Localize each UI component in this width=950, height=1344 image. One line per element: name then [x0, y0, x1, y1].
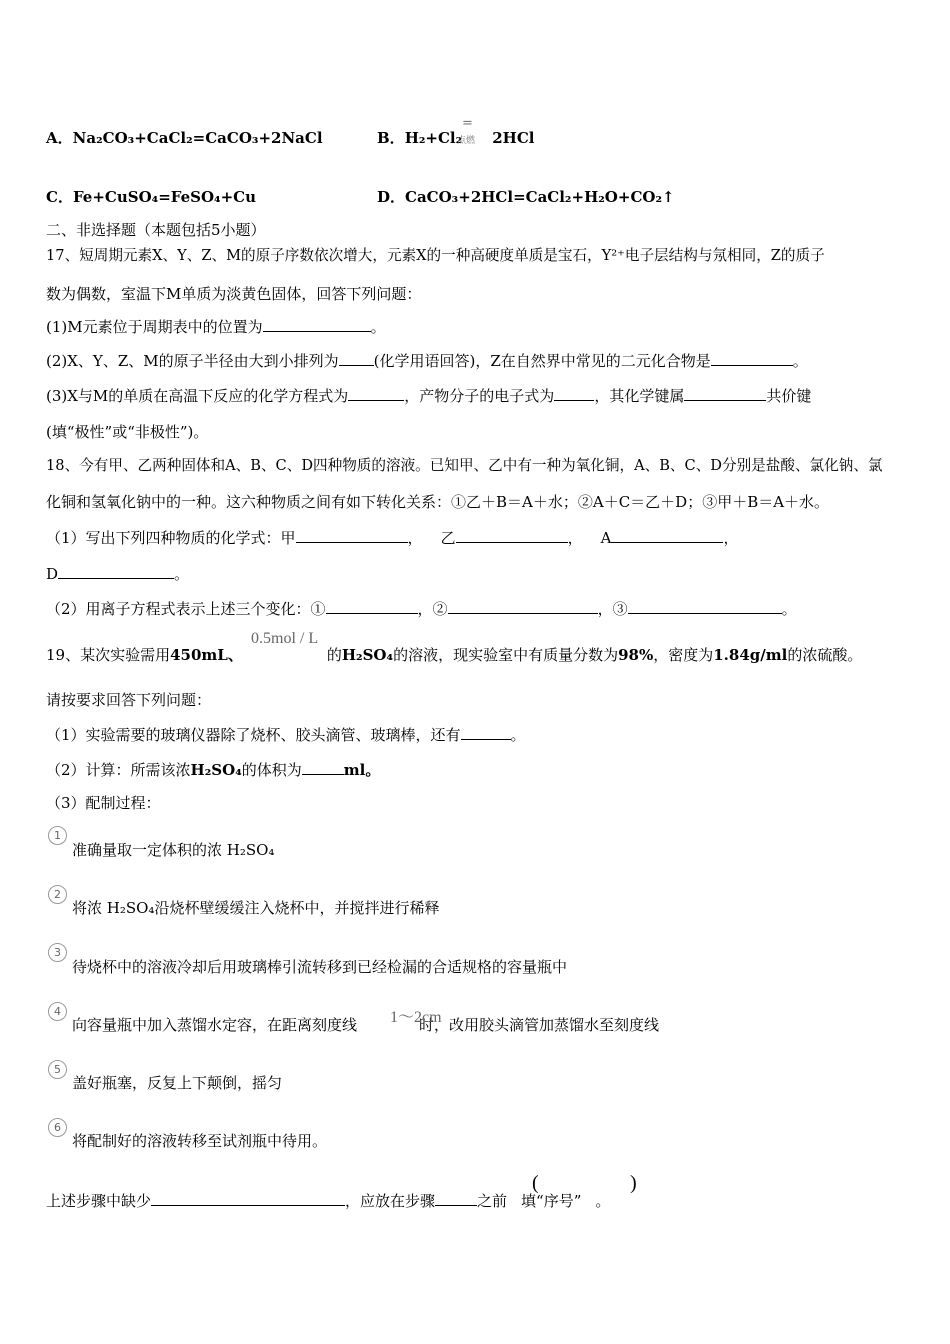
answer-blank[interactable]: [435, 1190, 477, 1206]
q17-part3: (3)X与M的单质在高温下反应的化学方程式为 ，产物分子的电子式为 ，其化学键属 共价键: [46, 387, 812, 405]
answer-blank[interactable]: [611, 527, 723, 543]
answer-blank[interactable]: [461, 724, 511, 740]
answer-blank[interactable]: [448, 598, 598, 614]
step-1-text: 准确量取一定体积的浓 H₂SO₄: [72, 841, 275, 859]
step-4-text: 向容量瓶中加入蒸馏水定容，在距离刻度线 时，改用胶头滴管加蒸馏水至刻度线: [72, 1016, 660, 1034]
answer-blank[interactable]: [348, 385, 404, 401]
answer-blank[interactable]: [711, 350, 793, 366]
answer-blank[interactable]: [628, 598, 782, 614]
answer-blank[interactable]: [326, 598, 418, 614]
step-2-text: 将浓 H₂SO₄沿烧杯壁缓缓注入烧杯中，并搅拌进行稀释: [72, 899, 440, 917]
right-paren: ): [630, 1172, 637, 1194]
q18-part2: （2）用离子方程式表示上述三个变化：① ，② ，③ 。: [46, 600, 797, 618]
option-d: D．CaCO₃+2HCl=CaCl₂+H₂O+CO₂↑: [377, 188, 675, 206]
answer-blank[interactable]: [263, 316, 371, 332]
q19-ask: 请按要求回答下列问题：: [46, 691, 212, 709]
option-a: A．Na₂CO₃+CaCl₂=CaCO₃+2NaCl: [46, 129, 323, 147]
step-5-text: 盖好瓶塞，反复上下颠倒，摇匀: [72, 1074, 283, 1092]
q17-line1: 17、短周期元素X、Y、Z、M的原子序数依次增大，元素X的一种高硬度单质是宝石，Y²⁺电子层结构与氖相同，Z的质子: [46, 247, 825, 264]
answer-blank[interactable]: [302, 759, 344, 775]
step-number-1: 1: [48, 826, 67, 845]
answer-blank[interactable]: [58, 563, 174, 579]
left-paren: (: [532, 1172, 539, 1194]
step-number-3: 3: [48, 943, 67, 962]
q17-line2: 数为偶数，室温下M单质为淡黄色固体，回答下列问题：: [46, 285, 422, 303]
step-number-4: 4: [48, 1002, 67, 1021]
q19-part2: （2）计算：所需该浓H₂SO₄的体积为 ml。: [46, 761, 381, 779]
step-number-2: 2: [48, 885, 67, 904]
answer-blank[interactable]: [456, 527, 568, 543]
section-title: 二、非选择题（本题包括5小题）: [46, 221, 266, 239]
q19-part1: （1）实验需要的玻璃仪器除了烧杯、胶头滴管、玻璃棒，还有 。: [46, 726, 526, 744]
answer-blank[interactable]: [554, 385, 594, 401]
q17-part2: (2)X、Y、Z、M的原子半径由大到小排列为 (化学用语回答)，Z在自然界中常见的二元化合物是 。: [46, 352, 808, 370]
step-3-text: 待烧杯中的溶液冷却后用玻璃棒引流转移到已经检漏的合适规格的容量瓶中: [72, 958, 568, 976]
answer-blank[interactable]: [684, 385, 766, 401]
distance-range: 1～2cm: [390, 1009, 442, 1026]
option-b: B．H₂+Cl₂ 2HCl: [377, 129, 535, 147]
q19-final: 上述步骤中缺少 ，应放在步骤 之前 填“序号” 。: [46, 1192, 611, 1210]
q18-line1: 18、今有甲、乙两种固体和A、B、C、D四种物质的溶液。已知甲、乙中有一种为氧化铜，A、B、C、D分别是盐酸、氯化钠、氯: [46, 457, 883, 474]
step-6-text: 将配制好的溶液转移至试剂瓶中待用。: [72, 1132, 328, 1150]
step-number-6: 6: [48, 1118, 67, 1137]
q18-part1: （1）写出下列四种物质的化学式：甲 ， 乙 ， A ，: [46, 529, 739, 547]
answer-blank[interactable]: [151, 1190, 345, 1206]
answer-blank[interactable]: [339, 350, 374, 366]
answer-blank[interactable]: [296, 527, 408, 543]
q18-line2: 化铜和氢氧化钠中的一种。这六种物质之间有如下转化关系：①乙＋B＝A＋水；②A＋C＝乙＋D；③甲＋B＝A＋水。: [46, 493, 830, 511]
q17-part1: (1)M元素位于周期表中的位置为 。: [46, 318, 386, 336]
option-c: C．Fe+CuSO₄=FeSO₄+Cu: [46, 188, 257, 206]
equals-sign: =: [462, 116, 473, 131]
concentration-formula: 0.5mol / L: [251, 630, 319, 647]
q19-part3: （3）配制过程：: [46, 794, 161, 812]
step-number-5: 5: [48, 1060, 67, 1079]
q17-part3-note: (填“极性”或“非极性”)。: [46, 423, 209, 441]
q18-part1-cont: D 。: [46, 565, 190, 583]
reaction-condition: 点燃: [457, 136, 476, 146]
q19-intro: 19、某次实验需用450mL、 的H₂SO₄的溶液，现实验室中有质量分数为98%，密度为1.84g/ml的浓硫酸。: [46, 646, 863, 664]
